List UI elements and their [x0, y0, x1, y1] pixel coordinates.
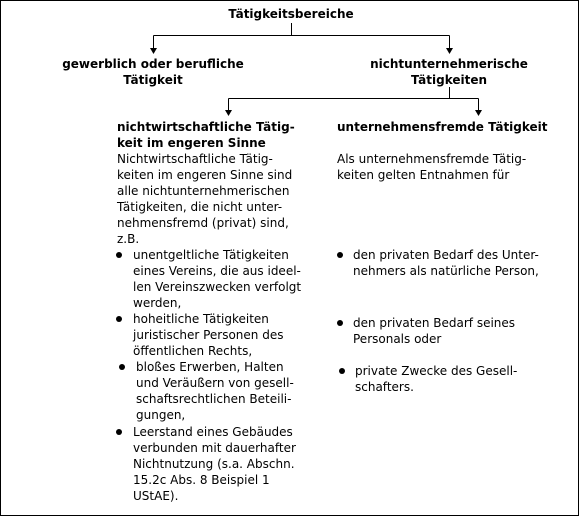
bullet-line: UStAE). — [133, 489, 179, 503]
bullet-line: Leerstand eines Gebäudes — [133, 425, 293, 439]
bullet-dot — [339, 368, 345, 374]
bullet-line: eines Vereins, die aus ideel- — [133, 264, 301, 278]
unternehmensfremd-intro — [337, 151, 573, 183]
node-gewerblich-line1: gewerblich oder berufliche — [62, 57, 244, 71]
bullet-line: len Vereinszwecken verfolgt — [133, 280, 302, 294]
bullet-line: hoheitliche Tätigkeiten — [133, 312, 269, 326]
bullet-item — [337, 363, 573, 395]
bullet-line: schaftsrechtlichen Beteili- — [136, 392, 292, 406]
bullet-dot — [116, 316, 122, 322]
bullet-line: gungen, — [136, 408, 186, 422]
arrow-head-nichtunternehmerisch — [446, 48, 453, 54]
bullet-item — [115, 311, 332, 359]
node-nichtunternehmerisch-line2: Tätigkeiten — [410, 73, 488, 87]
node-nichtunternehmerisch-line1: nichtunternehmerische — [370, 57, 528, 71]
arrow-head-nichtwirtschaftlich — [225, 110, 232, 116]
bullet-dot — [116, 429, 122, 435]
intro-line: keiten gelten Entnahmen für — [337, 168, 510, 182]
bullet-item — [115, 247, 332, 311]
connector-root — [154, 23, 450, 49]
intro-line: nehmensfremd (privat) sind, — [117, 216, 289, 230]
bullet-item — [335, 315, 573, 347]
node-nichtunternehmerisch — [331, 56, 567, 88]
bullet-line: den privaten Bedarf des Unter- — [353, 248, 539, 262]
nichtwirtschaftlich-intro — [117, 151, 332, 247]
nichtwirtschaftlich-title — [117, 119, 332, 151]
bullet-line: und Veräußern von gesell- — [136, 376, 294, 390]
bullet-line: verbunden mit dauerhafter — [133, 441, 296, 455]
bullet-line: werden, — [133, 296, 182, 310]
bullet-line: den privaten Bedarf seines — [353, 316, 516, 330]
intro-line: Als unternehmensfremde Tätig- — [337, 152, 527, 166]
nichtwirtschaftlich-title-line2: keit im engeren Sinne — [117, 136, 266, 150]
root-label: Tätigkeitsbereiche — [228, 7, 354, 21]
unternehmensfremd-bullet-list-3 — [337, 363, 573, 395]
bullet-line: 15.2c Abs. 8 Beispiel 1 — [133, 473, 270, 487]
node-gewerblich-line2: Tätigkeit — [123, 73, 183, 87]
bullet-item — [335, 247, 573, 279]
nichtwirtschaftlich-title-line1: nichtwirtschaftliche Tätig- — [117, 120, 295, 134]
intro-line: Tätigkeiten, die nicht unter- — [117, 200, 283, 214]
arrow-head-gewerblich — [150, 48, 157, 54]
intro-line: keiten im engeren Sinne sind — [117, 168, 293, 182]
bullet-item — [115, 424, 332, 504]
nichtwirtschaftlich-bullet-list — [115, 247, 332, 504]
intro-line: alle nichtunternehmerischen — [117, 184, 290, 198]
bullet-dot — [337, 320, 343, 326]
bullet-line: schafters. — [355, 380, 414, 394]
bullet-dot — [119, 364, 125, 370]
connector-nichtunternehmerisch — [229, 87, 479, 111]
column-nichtwirtschaftlich — [117, 119, 332, 504]
bullet-line: bloßes Erwerben, Halten — [136, 360, 284, 374]
node-gewerblich — [23, 56, 283, 88]
bullet-line: private Zwecke des Gesell- — [355, 364, 518, 378]
root-node — [191, 7, 391, 21]
bullet-line: Nichtnutzung (s.a. Abschn. — [133, 457, 295, 471]
bullet-line: öffentlichen Rechts, — [133, 344, 253, 358]
bullet-line: Personals oder — [353, 332, 442, 346]
intro-line: Nichtwirtschaftliche Tätig- — [117, 152, 273, 166]
arrow-head-unternehmensfremd — [475, 110, 482, 116]
unternehmensfremd-bullet-list — [335, 247, 573, 279]
column-unternehmensfremd — [337, 119, 573, 183]
bullet-line: unentgeltliche Tätigkeiten — [133, 248, 289, 262]
bullet-line: juristischer Personen des — [133, 328, 284, 342]
bullet-item — [118, 359, 332, 423]
unternehmensfremd-bullet-list-2 — [335, 315, 573, 347]
bullet-dot — [116, 252, 122, 258]
unternehmensfremd-title: unternehmensfremde Tätigkeit — [337, 120, 548, 134]
bullet-dot — [337, 252, 343, 258]
bullet-line: nehmers als natürliche Person, — [353, 264, 539, 278]
intro-line: z.B. — [117, 232, 140, 246]
